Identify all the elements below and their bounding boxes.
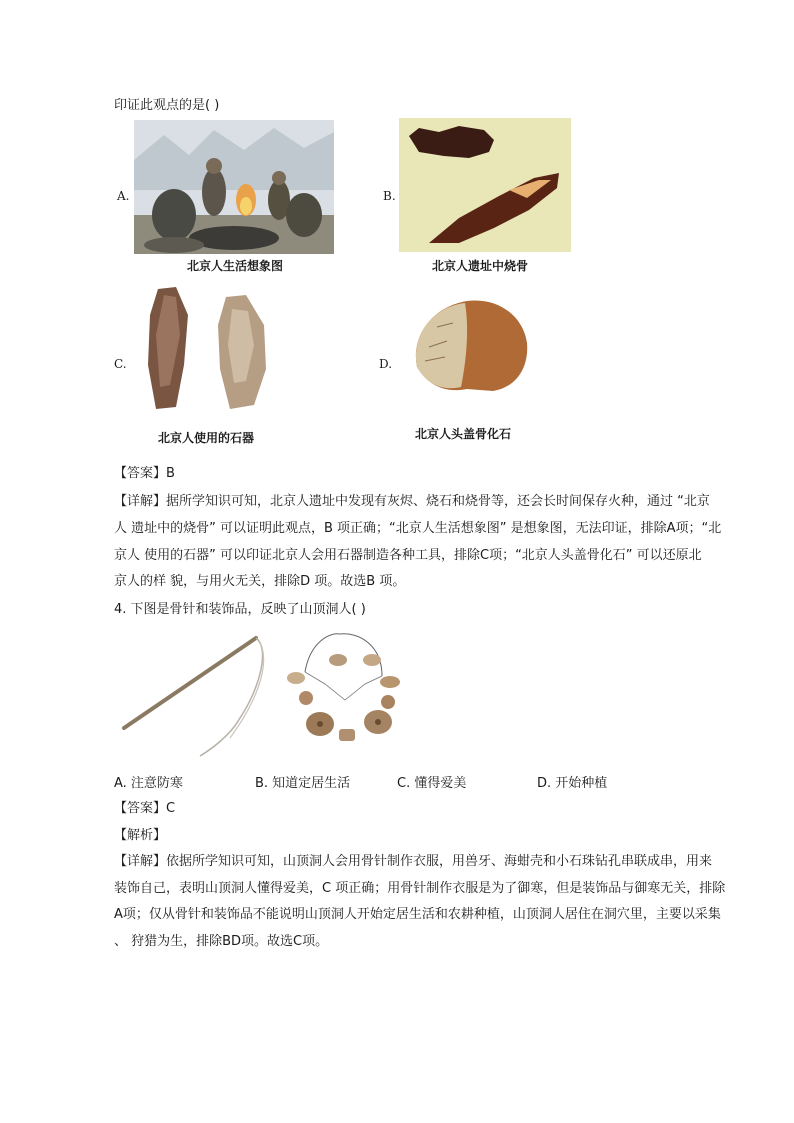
q3-option-c-image bbox=[140, 285, 270, 413]
q3-option-d-caption: 北京人头盖骨化石 bbox=[415, 427, 512, 441]
q3-option-d-image bbox=[407, 297, 529, 395]
q3-option-c-caption: 北京人使用的石器 bbox=[158, 431, 255, 445]
q4-detail-line-2: 装饰自己，表明山顶洞人懂得爱美，C 项正确；用骨针制作衣服是为了御寒，但是装饰品与御寒无关，排除 bbox=[114, 881, 726, 896]
q3-option-b-letter: B. bbox=[383, 189, 396, 203]
q4-detail-line-3: A项；仅从骨针和装饰品不能说明山顶洞人开始定居生活和农耕种植，山顶洞人居住在洞穴里，主要以采集 bbox=[114, 907, 721, 922]
q4-detail-line-4: 、 狩猎为生，排除BD项。故选C项。 bbox=[114, 934, 329, 949]
q4-bone-needle-and-ornaments-image bbox=[120, 628, 410, 760]
q3-detail-line-3: 京人 使用的石器” 可以印证北京人会用石器制造各种工具，排除C项；“北京人头盖骨化石” 可以还原北 bbox=[114, 548, 702, 563]
q3-option-b-image bbox=[399, 118, 571, 252]
q3-option-a-image bbox=[134, 120, 334, 254]
q4-choice-a: A. 注意防寒 bbox=[114, 776, 183, 791]
q4-analysis-heading: 【解析】 bbox=[114, 828, 167, 843]
q3-option-a-letter: A. bbox=[117, 189, 130, 203]
q4-choice-c: C. 懂得爱美 bbox=[397, 776, 467, 791]
q3-answer: 【答案】B bbox=[114, 466, 175, 481]
q4-detail-line-1: 【详解】依据所学知识可知，山顶洞人会用骨针制作衣服，用兽牙、海蚶壳和小石珠钻孔串联成串，用来 bbox=[114, 854, 713, 869]
q3-detail-line-4: 京人的样 貌，与用火无关，排除D 项。故选B 项。 bbox=[114, 574, 406, 589]
q3-detail-line-1: 【详解】据所学知识可知，北京人遗址中发现有灰烬、烧石和烧骨等，还会长时间保存火种，通过 “北京 bbox=[114, 494, 710, 509]
q3-detail-line-2: 人 遗址中的烧骨” 可以证明此观点，B 项正确；“北京人生活想象图” 是想象图，无法印证，排除A项；“北 bbox=[114, 521, 722, 536]
q3-option-a-caption: 北京人生活想象图 bbox=[187, 259, 284, 273]
q4-stem: 4. 下图是骨针和装饰品，反映了山顶洞人( ) bbox=[114, 602, 366, 617]
q3-option-c-letter: C. bbox=[114, 357, 127, 371]
q4-choice-d: D. 开始种植 bbox=[537, 776, 608, 791]
q4-choice-b: B. 知道定居生活 bbox=[255, 776, 351, 791]
q3-stem-tail: 印证此观点的是( ) bbox=[114, 98, 220, 113]
q4-answer: 【答案】C bbox=[114, 801, 176, 816]
q3-option-b-caption: 北京人遗址中烧骨 bbox=[432, 259, 529, 273]
q3-option-d-letter: D. bbox=[379, 357, 393, 371]
